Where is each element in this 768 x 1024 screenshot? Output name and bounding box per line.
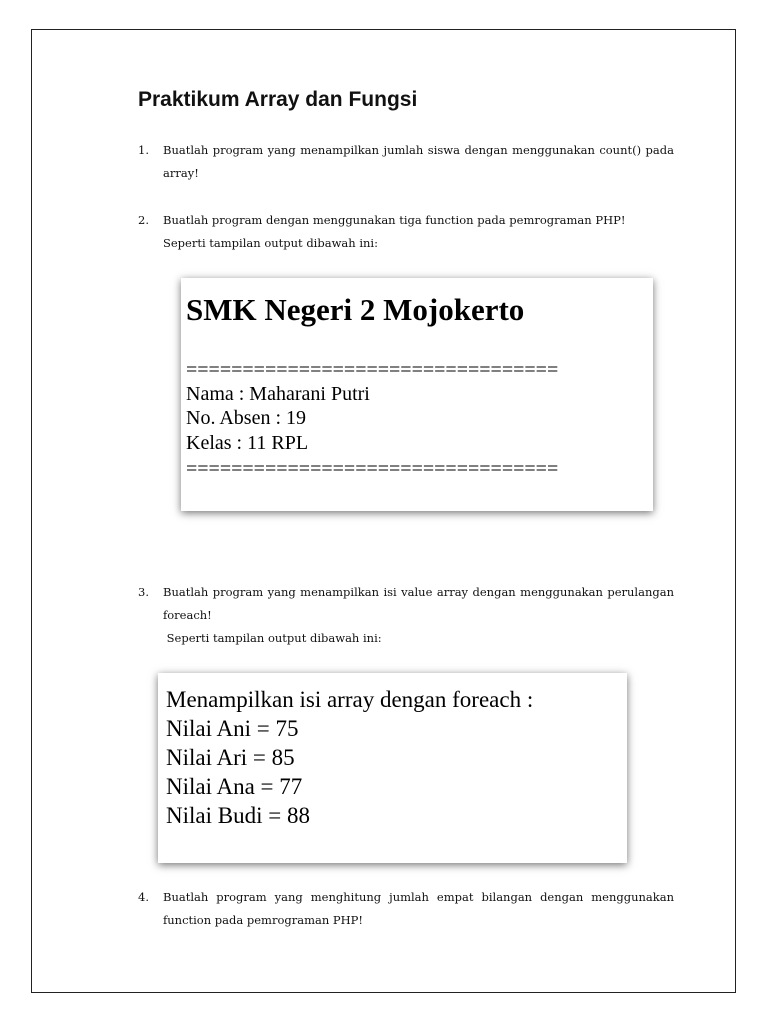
output-screenshot-2	[158, 673, 627, 863]
output-separator: =================================	[186, 458, 559, 480]
item-text	[163, 139, 674, 185]
item-text	[163, 886, 674, 932]
item-text	[163, 209, 674, 255]
output-kelas: Kelas : 11 RPL	[186, 432, 309, 454]
item-number: 4.	[138, 890, 149, 904]
item-number: 1.	[138, 143, 149, 157]
item-text	[163, 581, 674, 650]
item-line: Buatlah program dengan menggunakan tiga function pada pemrograman PHP!	[163, 213, 626, 227]
item-number: 3.	[138, 585, 149, 599]
item-line: Buatlah program yang menampilkan jumlah siswa dengan menggunakan count() pada array!	[163, 143, 674, 180]
output-row: Nilai Ani = 75	[166, 716, 299, 741]
item-number: 2.	[138, 213, 149, 227]
output-separator: =================================	[186, 359, 559, 381]
item-line: Buatlah program yang menghitung jumlah empat bilangan dengan menggunakan function pada pemrograman PHP!	[163, 890, 674, 927]
output-heading: Menampilkan isi array dengan foreach :	[166, 687, 534, 712]
output-absen: No. Absen : 19	[186, 407, 306, 429]
item-line: Seperti tampilan output dibawah ini:	[163, 631, 382, 645]
output-row: Nilai Ari = 85	[166, 745, 295, 770]
output-screenshot-1	[181, 278, 653, 511]
output-row: Nilai Budi = 88	[166, 803, 310, 828]
output-row: Nilai Ana = 77	[166, 774, 303, 799]
output-heading: SMK Negeri 2 Mojokerto	[186, 292, 525, 327]
item-line: Buatlah program yang menampilkan isi value array dengan menggunakan perulangan foreach!	[163, 585, 674, 622]
output-nama: Nama : Maharani Putri	[186, 383, 370, 405]
item-line: Seperti tampilan output dibawah ini:	[163, 236, 378, 250]
document-title: Praktikum Array dan Fungsi	[138, 88, 418, 111]
